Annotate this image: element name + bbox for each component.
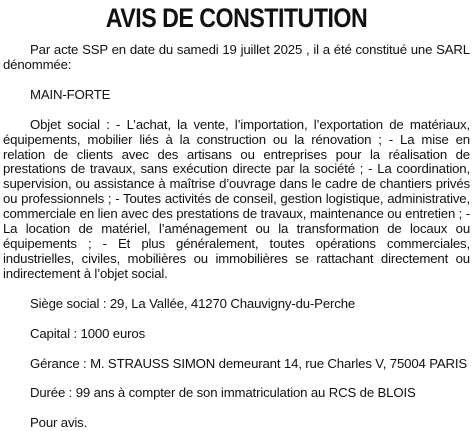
company-name: MAIN-FORTE [30, 86, 111, 102]
paragraph-spacer [3, 73, 470, 88]
paragraph-spacer [3, 282, 470, 297]
paragraph-spacer [3, 312, 470, 327]
paragraph-spacer [3, 371, 470, 386]
capital-line: Capital : 1000 euros [30, 325, 146, 341]
paragraph-spacer [3, 103, 470, 118]
intro-paragraph: Par acte SSP en date du samedi 19 juillet 2025 , il a été constitué une SARL dénommée: [3, 42, 470, 72]
gerance-line: Gérance : M. STRAUSS SIMON demeurant 14, rue Charles V, 75004 PARIS [30, 355, 468, 371]
closing-line: Pour avis. [30, 415, 88, 431]
duree-line: Durée : 99 ans à compter de son immatriculation au RCS de BLOIS [30, 385, 416, 401]
paragraph-spacer [3, 342, 470, 357]
siege-line: Siège social : 29, La Vallée, 41270 Chauvigny-du-Perche [30, 295, 356, 311]
object-paragraph: Objet social : - L’achat, la vente, l’importation, l’exportation de matériaux, équipements, mobilier liés à la construction ou la rénovation ; - La mise en relation de clients avec des artisans ou entreprises pour la réalisation de prestations de travaux, sans exécution directe par la société ; - La coordination, supervision, ou assistance à maîtrise d’ouvrage dans le cadre de chantiers privés ou professionnels ; - Toutes activités de conseil, gestion logistique, administrative, commerciale en lien avec des prestations de travaux, maintenance ou entretien ; - La location de matériel, l’aménagement ou la transformation de locaux ou équipements ; - Et plus généralement, toutes opérations commerciales, industrielles, civiles, mobilières ou immobilières se rattachant directement ou indirectement à l’objet social. [3, 116, 470, 281]
paragraph-spacer [3, 401, 470, 416]
notice-title: AVIS DE CONSTITUTION [105, 3, 368, 33]
notice-body [3, 43, 470, 431]
